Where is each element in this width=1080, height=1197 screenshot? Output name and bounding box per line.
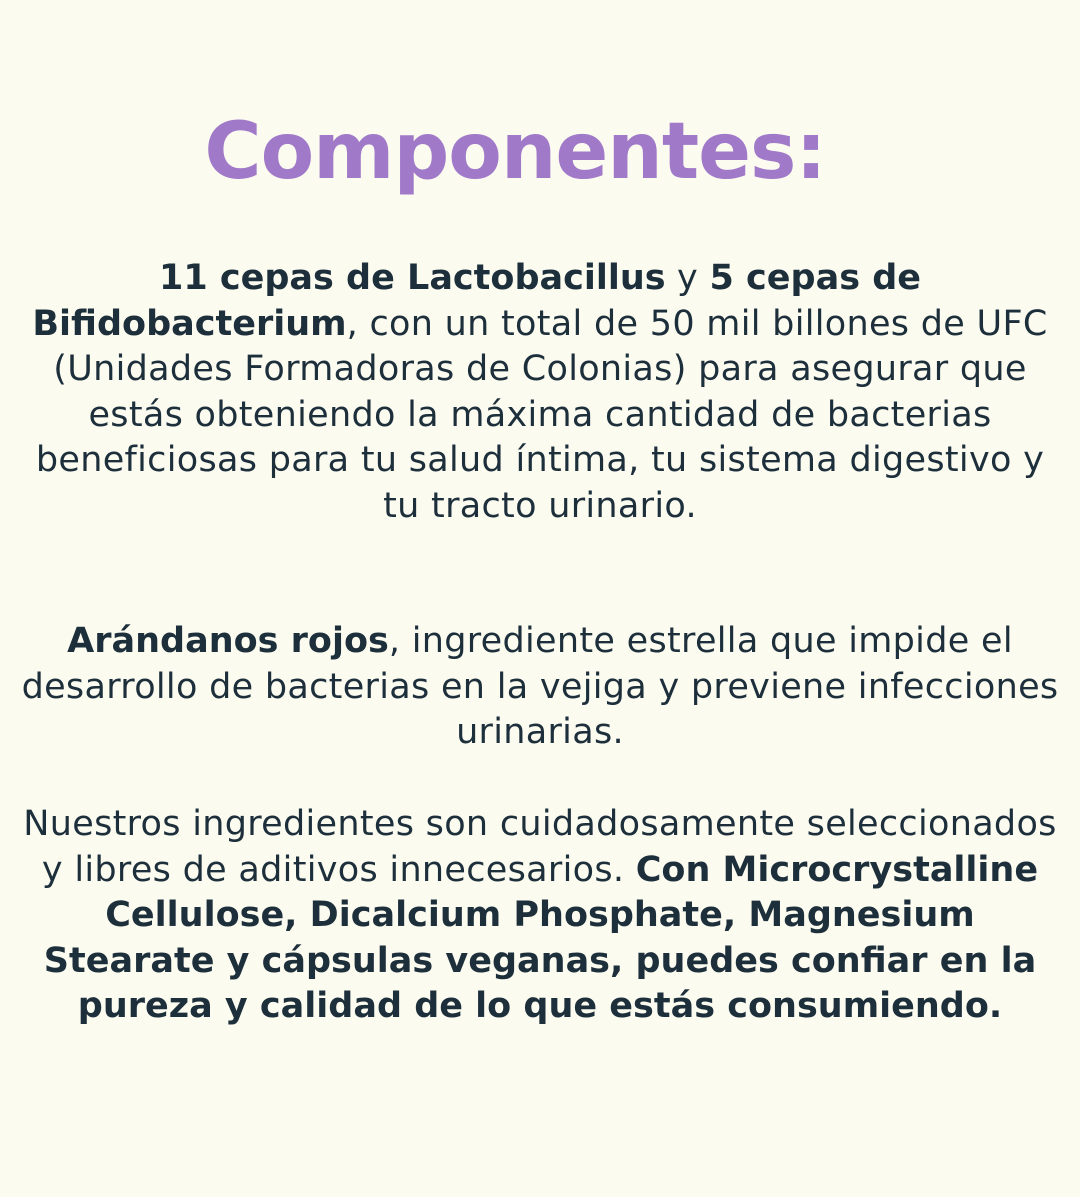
strains-bifidobacterium: 5 cepas de Bifidobacterium [32,258,922,344]
paragraph-strains [20,256,1060,529]
strains-connector: y [665,258,710,298]
cranberry-name: Arándanos rojos [67,621,389,661]
strains-description: , con un total de 50 mil billones de UFC (Unidades Formadoras de Colonias) para asegurar que estás obteniendo la máxima cantidad de bacterias beneficiosas para tu salud íntima, tu sistema digestivo y tu tracto urinario. [35,303,1048,526]
paragraph-ingredients [20,802,1060,1030]
ingredients-intro: Nuestros ingredientes son cuidadosamente seleccionados y libres de aditivos innecesarios. [23,804,1057,890]
strains-lactobacillus: 11 cepas de Lactobacillus [158,258,666,298]
page-title: Componentes: [204,107,826,197]
ingredients-list: Con Microcrystalline Cellulose, Dicalcium Phosphate, Magnesium Stearate y cápsulas veganas, puedes confiar en la pureza y calidad de lo que estás consumiendo. [43,849,1039,1026]
paragraph-cranberry [20,619,1060,756]
cranberry-description: , ingrediente estrella que impide el desarrollo de bacterias en la vejiga y previene infecciones urinarias. [21,621,1059,752]
